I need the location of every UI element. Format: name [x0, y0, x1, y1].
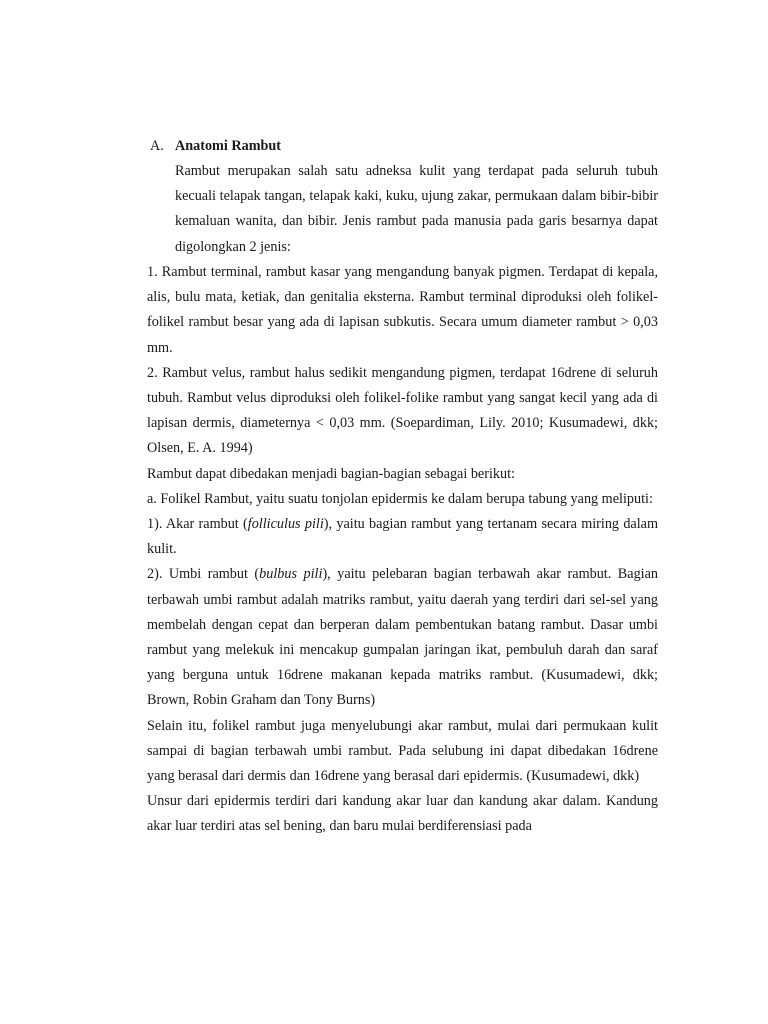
paragraph-root: 1). Akar rambut (folliculus pili), yaitu bagian rambut yang tertanam secara miring dalam kulit.: [147, 516, 658, 558]
paragraph-bulb: 2). Umbi rambut (bulbus pili), yaitu pelebaran bagian terbawah akar rambut. Bagian terbawah umbi rambut adalah matriks rambut, yaitu daerah yang terdiri dari sel-sel yang membelah dengan cepat dan berperan dalam pembentukan batang rambut. Dasar umbi rambut yang melekuk ini mencakup gumpalan jaringan ikat, pembuluh darah dan saraf yang berguna untuk 16drene makanan kepada matriks rambut. (Kusumadewi, dkk; Brown, Robin Graham dan Tony Burns): [147, 566, 658, 709]
section-heading: [150, 134, 670, 159]
paragraph-terminal-hair: 1. Rambut terminal, rambut kasar yang mengandung banyak pigmen. Terdapat di kepala, alis, bulu mata, ketiak, dan genitalia eksterna. Rambut terminal diproduksi oleh folikel-folikel rambut besar yang ada di lapisan subkutis. Secara umum diameter rambut > 0,03 mm.: [147, 264, 658, 356]
section-title: Anatomi Rambut: [175, 138, 282, 154]
paragraph-follicle: a. Folikel Rambut, yaitu suatu tonjolan epidermis ke dalam berupa tabung yang meliputi:: [147, 490, 653, 507]
intro-paragraph: Rambut merupakan salah satu adneksa kulit yang terdapat pada seluruh tubuh kecuali telapak tangan, telapak kaki, kuku, ujung zakar, permukaan dalam bibir-bibir kemaluan wanita, dan bibir. Jenis rambut pada manusia pada garis besarnya dapat digolongkan 2 jenis:: [175, 163, 658, 255]
paragraph-sheath: Selain itu, folikel rambut juga menyelubungi akar rambut, mulai dari permukaan kulit sampai di bagian terbawah umbi rambut. Pada selubung ini dapat dibedakan 16drene yang berasal dari dermis dan 16drene yang berasal dari epidermis. (Kusumadewi, dkk): [147, 717, 658, 785]
paragraph-epidermis-elements: Unsur dari epidermis terdiri dari kandung akar luar dan kandung akar dalam. Kandung akar luar terdiri atas sel bening, dan baru mulai berdiferensiasi pada: [147, 793, 658, 835]
paragraph-velus-hair: 2. Rambut velus, rambut halus sedikit mengandung pigmen, terdapat 16drene di seluruh tubuh. Rambut velus diproduksi oleh folikel-folike rambut yang sangat kecil yang ada di lapisan dermis, diameternya < 0,03 mm. (Soepardiman, Lily. 2010; Kusumadewi, dkk; Olsen, E. A. 1994): [147, 364, 658, 457]
body-text: [147, 260, 658, 840]
latin-term: bulbus pili: [259, 566, 323, 583]
paragraph-hair-parts: Rambut dapat dibedakan menjadi bagian-bagian sebagai berikut:: [147, 465, 515, 482]
latin-term: folliculus pili: [247, 516, 324, 533]
section-marker: A.: [150, 138, 164, 154]
